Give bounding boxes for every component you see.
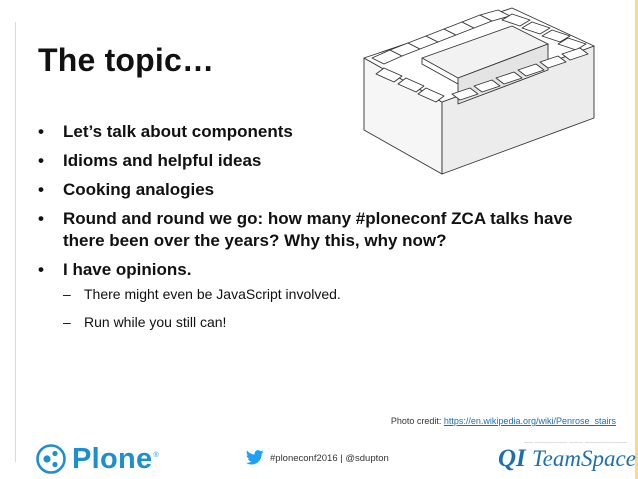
bullet-marker: • [38, 209, 44, 228]
bullet-text: I have opinions. [63, 260, 192, 279]
qi-teamspace-logo [496, 440, 636, 476]
plone-wordmark: Plone [72, 442, 153, 475]
teamspace-wordmark: TeamSpace [532, 446, 636, 471]
trademark-mark: ® [153, 452, 159, 459]
bullet-item [38, 259, 598, 331]
teamspace-tagline: —— ——————— ——— ————————— [524, 440, 628, 445]
teamspace-qi-mark: QI [498, 445, 526, 472]
sub-bullet-item [63, 285, 598, 303]
bullet-item [38, 179, 598, 201]
bullet-text: Idioms and helpful ideas [63, 151, 262, 170]
sub-bullet-text: Run while you still can! [84, 314, 227, 330]
photo-credit-label: Photo credit: [390, 416, 444, 426]
bullet-marker: • [38, 151, 44, 170]
bullet-list [38, 121, 598, 341]
photo-credit-link[interactable]: https://en.wikipedia.org/wiki/Penrose_stairs [443, 416, 616, 426]
plone-logo [36, 442, 159, 476]
photo-credit [391, 416, 616, 426]
sub-bullet-marker: – [63, 314, 71, 330]
bullet-marker: • [38, 260, 44, 279]
bullet-text: Round and round we go: how many #ploneconf ZCA talks have there been over the years? Why this, why now? [63, 209, 573, 250]
bullet-item [38, 121, 598, 143]
bullet-text: Let’s talk about components [63, 122, 293, 141]
conference-hashtag: #ploneconf2016 | @sdupton [270, 453, 389, 464]
twitter-bird-icon [246, 450, 264, 465]
bullet-marker: • [38, 180, 44, 199]
slide-title: The topic… [38, 42, 215, 78]
sub-bullet-text: There might even be JavaScript involved. [84, 286, 341, 302]
bullet-marker: • [38, 122, 44, 141]
sub-bullet-item [63, 313, 598, 331]
sub-bullet-marker: – [63, 286, 71, 302]
footer [0, 438, 638, 479]
bullet-item [38, 208, 598, 252]
sub-bullet-list [63, 285, 598, 331]
bullet-text: Cooking analogies [63, 180, 215, 199]
left-divider [15, 22, 16, 462]
plone-logo-icon [36, 444, 66, 474]
bullet-item [38, 150, 598, 172]
